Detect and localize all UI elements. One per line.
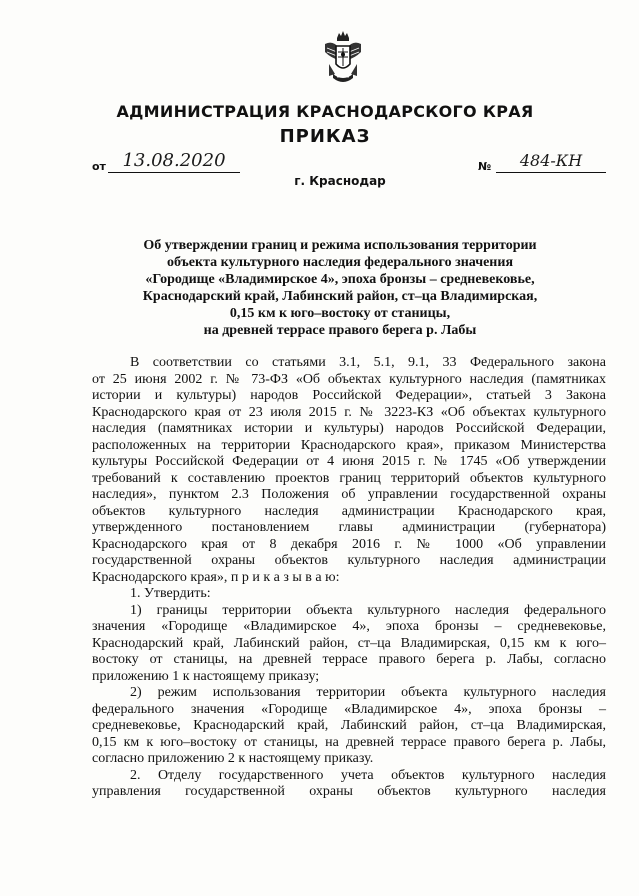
organization-name: АДМИНИСТРАЦИЯ КРАСНОДАРСКОГО КРАЯ [116, 102, 534, 121]
body-line: В соответствии со статьями 3.1, 5.1, 9.1, 33 Федерального закона [130, 355, 606, 370]
body-line: Краснодарского края от 23 июля 2015 г. № 3223-КЗ «Об объектах культурного [92, 404, 606, 420]
document-title [90, 237, 590, 339]
body-line: Краснодарский край, Лабинский район, ст–ца Владимирская, 0,15 км к юго– [92, 635, 606, 651]
body-line: расположенных на территории Краснодарского края», приказом Министерства [92, 437, 606, 453]
title-line: на древней террасе правого берега р. Лабы [203, 323, 477, 338]
body-line: 1) границы территории объекта культурного наследия федерального [130, 602, 606, 618]
date-label: от [92, 160, 106, 173]
body-line: истории и культуры) народов Российской Федерации», статьей 3 Закона [92, 388, 606, 403]
title-line: Об утверждении границ и режима использования территории [143, 238, 537, 253]
body-line: 2) режим использования территории объекта культурного наследия [130, 685, 606, 700]
document-type: ПРИКАЗ [279, 126, 371, 147]
body-line: приложению 1 к настоящему приказу; [92, 668, 320, 684]
body-line: объектов культурного наследия администрации Краснодарского края, [92, 503, 606, 519]
body-line: культуры Российской Федерации от 4 июня 2015 г. № 1745 «Об утверждении [92, 454, 606, 469]
body-line: утвержденного постановлением главы администрации (губернатора) [92, 520, 606, 535]
body-line: 1. Утвердить: [130, 586, 211, 601]
body-line: требований к составлению проектов границ территорий объектов культурного [92, 470, 606, 486]
body-line: 0,15 км к юго–востоку от станицы, на древней террасе правого берега р. Лабы, [92, 734, 606, 750]
body-line: управления государственной охраны объектов культурного наследия [92, 784, 606, 799]
body-line: от 25 июня 2002 г. № 73-ФЗ «Об объектах культурного наследия (памятниках [92, 371, 606, 387]
body-line: государственной охраны объектов культурного наследия администрации [92, 553, 606, 568]
title-line: Краснодарский край, Лабинский район, ст–ца Владимирская, [142, 289, 538, 304]
body-line: 2. Отделу государственного учета объектов культурного наследия [130, 767, 606, 783]
body-line: средневековье, Краснодарский край, Лабинский район, ст–ца Владимирская, [92, 718, 606, 733]
body-line: Краснодарского края», п р и к а з ы в а ю: [92, 569, 340, 585]
body-line: федерального значения «Городище «Владимирское 4», эпоха бронзы – [92, 701, 606, 717]
body-line: значения «Городище «Владимирское 4», эпоха бронзы – средневековье, [92, 619, 606, 634]
body-line: востоку от станицы, на древней террасе правого берега р. Лабы, согласно [92, 652, 606, 667]
title-line: «Городище «Владимирское 4», эпоха бронзы – средневековье, [145, 272, 535, 287]
title-line: 0,15 км к юго–востоку от станицы, [229, 306, 451, 321]
coat-of-arms-icon [321, 30, 365, 86]
body-line: Краснодарского края от 8 декабря 2016 г. № 1000 «Об управлении [92, 536, 606, 552]
title-line: объекта культурного наследия федерального значения [166, 255, 514, 270]
body-line: наследия (памятниках истории и культуры) народов Российской Федерации, [92, 421, 606, 436]
date-value: 13.08.2020 [108, 150, 240, 173]
document-body [92, 355, 606, 801]
city: г. Краснодар [294, 174, 386, 188]
number-label: № [478, 160, 492, 173]
number-value: 484-КН [496, 150, 606, 173]
body-line: наследия», пунктом 2.3 Положения об управлении государственной охраны [92, 487, 606, 502]
body-line: согласно приложению 2 к настоящему приказу. [92, 751, 374, 766]
